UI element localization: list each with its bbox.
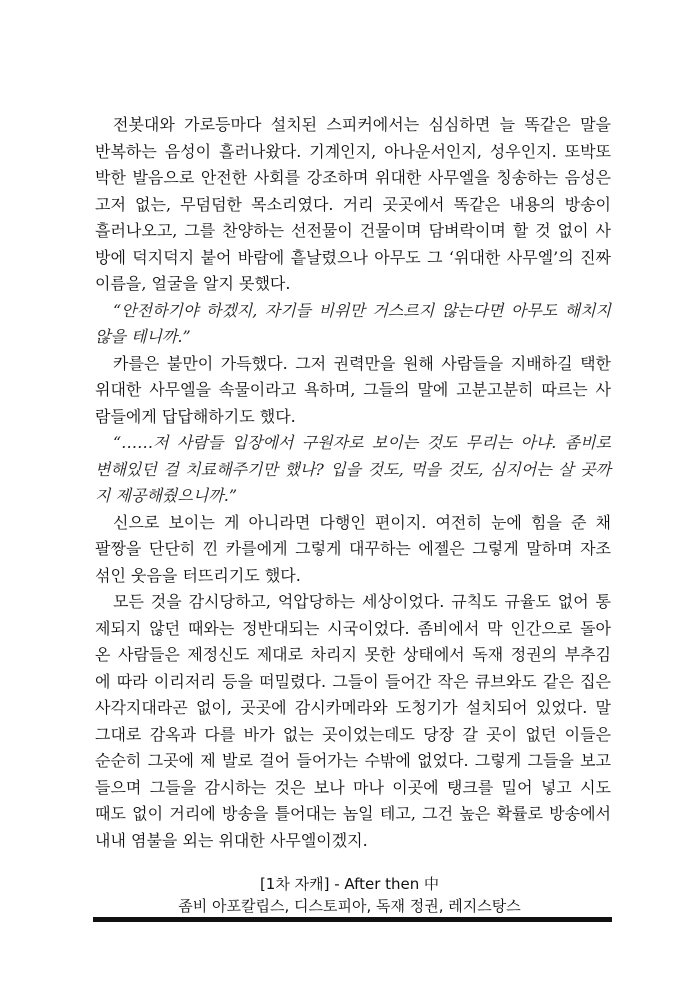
body-line: 카를은 불만이 가득했다. 그저 권력만을 원해 사람들을 지배하길 택한 [113, 353, 611, 373]
body-line: 이름을, 얼굴을 알지 못했다. [95, 274, 291, 293]
body-line: 반복하는 음성이 흘러나왔다. 기계인지, 아나운서인지, 성우인지. 또박또 [95, 141, 611, 161]
body-line: 그대로 감옥과 다를 바가 없는 곳이었는데도 당장 갈 곳이 없던 이들은 [95, 724, 611, 744]
body-line: 박한 발음으로 안전한 사회를 강조하며 위대한 사무엘을 칭송하는 음성은 [95, 168, 611, 187]
body-line: 제되지 않던 때와는 정반대되는 시국이었다. 좀비에서 막 인간으로 돌아 [95, 618, 611, 638]
dialogue-line: 변해있던 걸 치료해주기만 했나? 입을 것도, 먹을 것도, 심지어는 살 곳까 [95, 459, 611, 479]
dialogue-line: 않을 테니까.” [95, 327, 191, 346]
body-line: 모든 것을 감시당하고, 억압당하는 세상이었다. 규칙도 규율도 없어 통 [113, 592, 611, 611]
caption-title: [1차 자캐] - After then 中 [259, 875, 440, 893]
body-line: 람들에게 답답해하기도 했다. [95, 406, 296, 426]
bottom-rule [93, 917, 612, 922]
body-line: 섞인 웃음을 터뜨리기도 했다. [95, 565, 301, 585]
body-line: 순순히 그곳에 제 발로 걸어 들어가는 수밖에 없었다. 그렇게 그들을 보고 [95, 751, 611, 770]
body-line: 온 사람들은 제정신도 제대로 차리지 못한 상태에서 독재 정권의 부추김 [95, 645, 611, 664]
body-line: 내내 염불을 외는 위대한 사무엘이겠지. [95, 830, 368, 850]
body-line: 팔짱을 단단히 낀 카를에게 그렇게 대꾸하는 에젤은 그렇게 말하며 자조 [95, 539, 611, 558]
dialogue-line: “안전하기야 하겠지, 자기들 비위만 거스르지 않는다면 아무도 해치지 [113, 300, 611, 320]
dialogue-line: 지 제공해줬으니까.” [95, 486, 237, 505]
body-line: 방에 덕지덕지 붙어 바람에 흩날렸으나 아무도 그 ‘위대한 사무엘’의 진짜 [95, 247, 611, 267]
body-line: 들으며 그들을 감시하는 것은 보나 마나 이곳에 탱크를 밀어 넣고 시도 [95, 777, 611, 797]
body-text [95, 112, 611, 854]
body-line: 고저 없는, 무덤덤한 목소리였다. 거리 곳곳에서 똑같은 내용의 방송이 [95, 194, 611, 214]
body-line: 신으로 보이는 게 아니라면 다행인 편이지. 여전히 눈에 힘을 준 채 [113, 512, 611, 532]
body-line: 위대한 사무엘을 속물이라고 욕하며, 그들의 말에 고분고분히 따르는 사 [95, 380, 611, 399]
body-line: 사각지대라곤 없이, 곳곳에 감시카메라와 도청기가 설치되어 있었다. 말 [95, 698, 611, 717]
body-line: 에 따라 이리저리 등을 떠밀렸다. 그들이 들어간 작은 큐브와도 같은 집은 [95, 671, 611, 691]
dialogue-line: “……저 사람들 입장에서 구원자로 보이는 것도 무리는 아냐. 좀비로 [113, 433, 611, 452]
body-line: 흘러나오고, 그를 찬양하는 선전물이 건물이며 담벼락이며 할 것 없이 사 [95, 221, 611, 240]
body-line: 때도 없이 거리에 방송을 틀어대는 놈일 테고, 그건 높은 확률로 방송에서 [95, 804, 611, 823]
caption-tags: 좀비 아포칼립스, 디스토피아, 독재 정권, 레지스탕스 [178, 897, 521, 915]
body-line: 전봇대와 가로등마다 설치된 스피커에서는 심심하면 늘 똑같은 말을 [113, 115, 611, 134]
